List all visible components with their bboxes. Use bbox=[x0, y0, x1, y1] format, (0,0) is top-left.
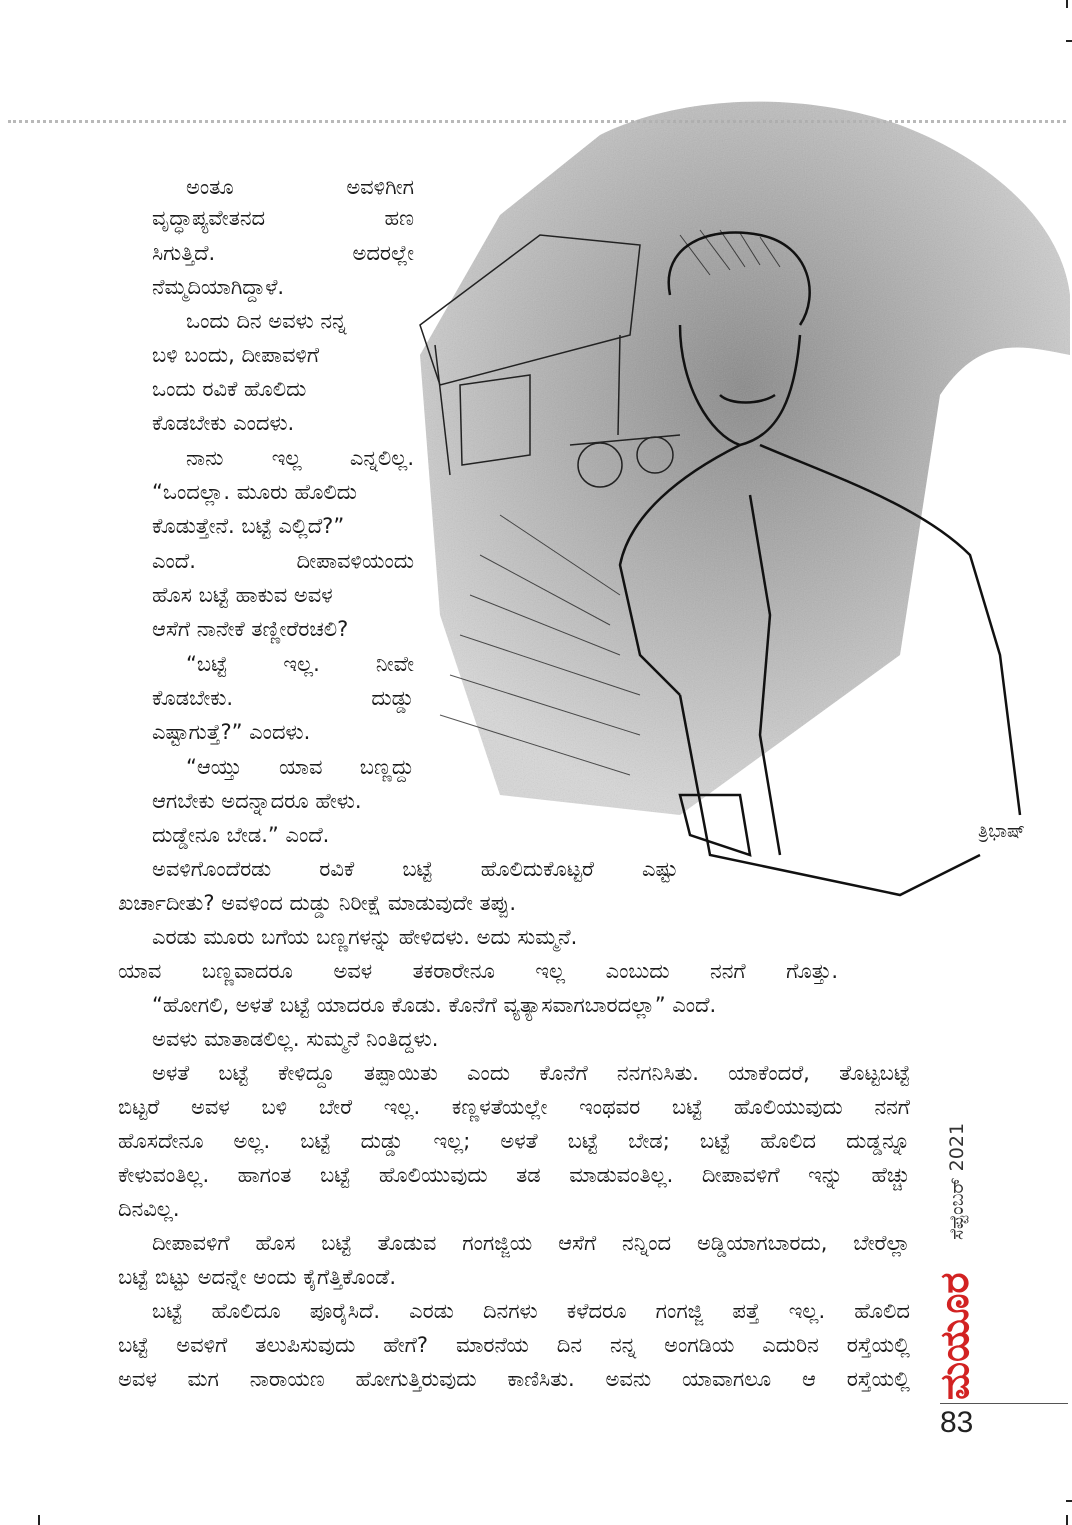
text-line: ಎಷ್ಟಾಗುತ್ತೆ?” ಎಂದಳು. bbox=[152, 720, 311, 744]
crop-mark bbox=[1066, 1515, 1068, 1525]
text-line: ಹೊಸದೇನೂ ಅಲ್ಲ. ಬಟ್ಟೆ ದುಡ್ಡು ಇಲ್ಲ; ಅಳತೆ ಬಟ್ಟೆ ಬೇಡ; ಬಟ್ಟೆ ಹೊಲಿದ ದುಡ್ಡನ್ನೂ bbox=[118, 1129, 910, 1153]
page-number: 83 bbox=[940, 1406, 974, 1439]
artist-signature: ತ್ರಿಭಾಷ್ bbox=[978, 821, 1026, 842]
text-line: “ಹೋಗಲಿ, ಅಳತೆ ಬಟ್ಟೆ ಯಾದರೂ ಕೊಡು. ಕೊನೆಗೆ ವ್ಯತ್ಯಾಸವಾಗಬಾರದಲ್ಲಾ” ಎಂದೆ. bbox=[152, 993, 717, 1017]
magazine-logo: ಮಯೂರ bbox=[932, 1272, 978, 1400]
text-line: ಕೊಡುತ್ತೇನೆ. ಬಟ್ಟೆ ಎಲ್ಲಿದೆ?” bbox=[152, 514, 345, 538]
text-line: “ಒಂದಲ್ಲಾ. ಮೂರು ಹೊಲಿದು bbox=[152, 480, 357, 504]
text-line: ದಿನವಿಲ್ಲ. bbox=[118, 1197, 180, 1221]
text-line: ಎರಡು ಮೂರು ಬಗೆಯ ಬಣ್ಣಗಳನ್ನು ಹೇಳಿದಳು. ಅದು ಸುಮ್ಮನೆ. bbox=[152, 925, 578, 949]
text-line: ಹೊಸ ಬಟ್ಟೆ ಹಾಕುವ ಅವಳ bbox=[152, 583, 333, 607]
text-line: ಅಂತೂ ಅವಳಿಗೀಗ bbox=[186, 175, 414, 199]
text-line: ನಾನು ಇಲ್ಲ ಎನ್ನಲಿಲ್ಲ. bbox=[186, 446, 414, 470]
text-line: “ಆಯ್ತು ಯಾವ ಬಣ್ಣದ್ದು bbox=[186, 755, 414, 779]
sketch-man-illustration bbox=[380, 95, 1070, 925]
text-line: ಅವಳಿಗೊಂದೆರಡು ರವಿಕೆ ಬಟ್ಟೆ ಹೊಲಿದುಕೊಟ್ಟರೆ ಎಷ್ಟು bbox=[152, 857, 678, 881]
text-line: ಕೊಡಬೇಕು. ದುಡ್ಡು bbox=[152, 686, 414, 710]
text-line: ಆಗಬೇಕು ಅದನ್ನಾದರೂ ಹೇಳು. bbox=[152, 789, 362, 813]
text-line: ಅಳತೆ ಬಟ್ಟೆ ಕೇಳಿದ್ದೂ ತಪ್ಪಾಯಿತು ಎಂದು ಕೊನೆಗೆ ನನಗನಿಸಿತು. ಯಾಕೆಂದರೆ, ತೊಟ್ಟಬಟ್ಟೆ bbox=[152, 1061, 910, 1085]
text-line: ಬಟ್ಟೆ ಹೊಲಿದೂ ಪೂರೈಸಿದೆ. ಎರಡು ದಿನಗಳು ಕಳೆದರೂ ಗಂಗಜ್ಜಿ ಪತ್ತೆ ಇಲ್ಲ. ಹೊಲಿದ bbox=[152, 1299, 910, 1323]
text-line: ನೆಮ್ಮದಿಯಾಗಿದ್ದಾಳೆ. bbox=[152, 275, 285, 299]
text-line: ಸಿಗುತ್ತಿದೆ. ಅದರಲ್ಲೇ bbox=[152, 241, 414, 265]
text-line: ಯಾವ ಬಣ್ಣವಾದರೂ ಅವಳ ತಕರಾರೇನೂ ಇಲ್ಲ ಎಂಬುದು ನನಗೆ ಗೊತ್ತು. bbox=[118, 959, 838, 983]
text-line: ಒಂದು ರವಿಕೆ ಹೊಲಿದು bbox=[152, 377, 307, 401]
crop-mark bbox=[1066, 0, 1068, 8]
text-line: ಬಳಿ ಬಂದು, ದೀಪಾವಳಿಗೆ bbox=[152, 343, 320, 367]
text-line: ಒಂದು ದಿನ ಅವಳು ನನ್ನ bbox=[186, 309, 347, 333]
text-line: ಅವಳು ಮಾತಾಡಲಿಲ್ಲ. ಸುಮ್ಮನೆ ನಿಂತಿದ್ದಳು. bbox=[152, 1027, 439, 1051]
text-line: ವೃದ್ಧಾಪ್ಯವೇತನದ ಹಣ bbox=[152, 206, 414, 230]
text-line: ಕೊಡಬೇಕು ಎಂದಳು. bbox=[152, 411, 295, 435]
text-line: ಎಂದೆ. ದೀಪಾವಳಿಯಂದು bbox=[152, 549, 414, 573]
text-line: ಕೇಳುವಂತಿಲ್ಲ. ಹಾಗಂತ ಬಟ್ಟೆ ಹೊಲಿಯುವುದು ತಡ ಮಾಡುವಂತಿಲ್ಲ. ದೀಪಾವಳಿಗೆ ಇನ್ನು ಹೆಚ್ಚು bbox=[118, 1163, 910, 1187]
crop-mark bbox=[1066, 1500, 1072, 1502]
text-line: ಆಸೆಗೆ ನಾನೇಕೆ ತಣ್ಣೀರೆರಚಲಿ? bbox=[152, 617, 349, 641]
issue-date: ಸೆಪ್ಟೆಂಬರ್ 2021 bbox=[946, 1122, 968, 1240]
text-line: ಬಟ್ಟೆ ಅವಳಿಗೆ ತಲುಪಿಸುವುದು ಹೇಗೆ? ಮಾರನೆಯ ದಿನ ನನ್ನ ಅಂಗಡಿಯ ಎದುರಿನ ರಸ್ತೆಯಲ್ಲಿ bbox=[118, 1333, 910, 1357]
text-line: ದೀಪಾವಳಿಗೆ ಹೊಸ ಬಟ್ಟೆ ತೊಡುವ ಗಂಗಜ್ಜಿಯ ಆಸೆಗೆ ನನ್ನಿಂದ ಅಡ್ಡಿಯಾಗಬಾರದು, ಬೇರೆಲ್ಲಾ bbox=[152, 1231, 910, 1255]
text-line: ಬಿಟ್ಟರೆ ಅವಳ ಬಳಿ ಬೇರೆ ಇಲ್ಲ. ಕಣ್ಣಳತೆಯಲ್ಲೇ ಇಂಥವರ ಬಟ್ಟೆ ಹೊಲಿಯುವುದು ನನಗೆ bbox=[118, 1095, 910, 1119]
crop-mark bbox=[38, 1515, 40, 1525]
text-line: ಅವಳ ಮಗ ನಾರಾಯಣ ಹೋಗುತ್ತಿರುವುದು ಕಾಣಿಸಿತು. ಅವನು ಯಾವಾಗಲೂ ಆ ರಸ್ತೆಯಲ್ಲಿ bbox=[118, 1367, 910, 1391]
text-line: ದುಡ್ಡೇನೂ ಬೇಡ.” ಎಂದೆ. bbox=[152, 823, 330, 847]
page-number-rule bbox=[940, 1403, 1068, 1404]
crop-mark bbox=[1066, 40, 1072, 42]
text-line: ಬಟ್ಟೆ ಬಿಟ್ಟು ಅದನ್ನೇ ಅಂದು ಕೈಗೆತ್ತಿಕೊಂಡೆ. bbox=[118, 1265, 397, 1289]
text-line: “ಬಟ್ಟೆ ಇಲ್ಲ. ನೀವೇ bbox=[186, 652, 414, 676]
text-line: ಖರ್ಚಾದೀತು? ಅವಳಿಂದ ದುಡ್ಡು ನಿರೀಕ್ಷೆ ಮಾಡುವುದೇ ತಪ್ಪು. bbox=[118, 891, 517, 915]
